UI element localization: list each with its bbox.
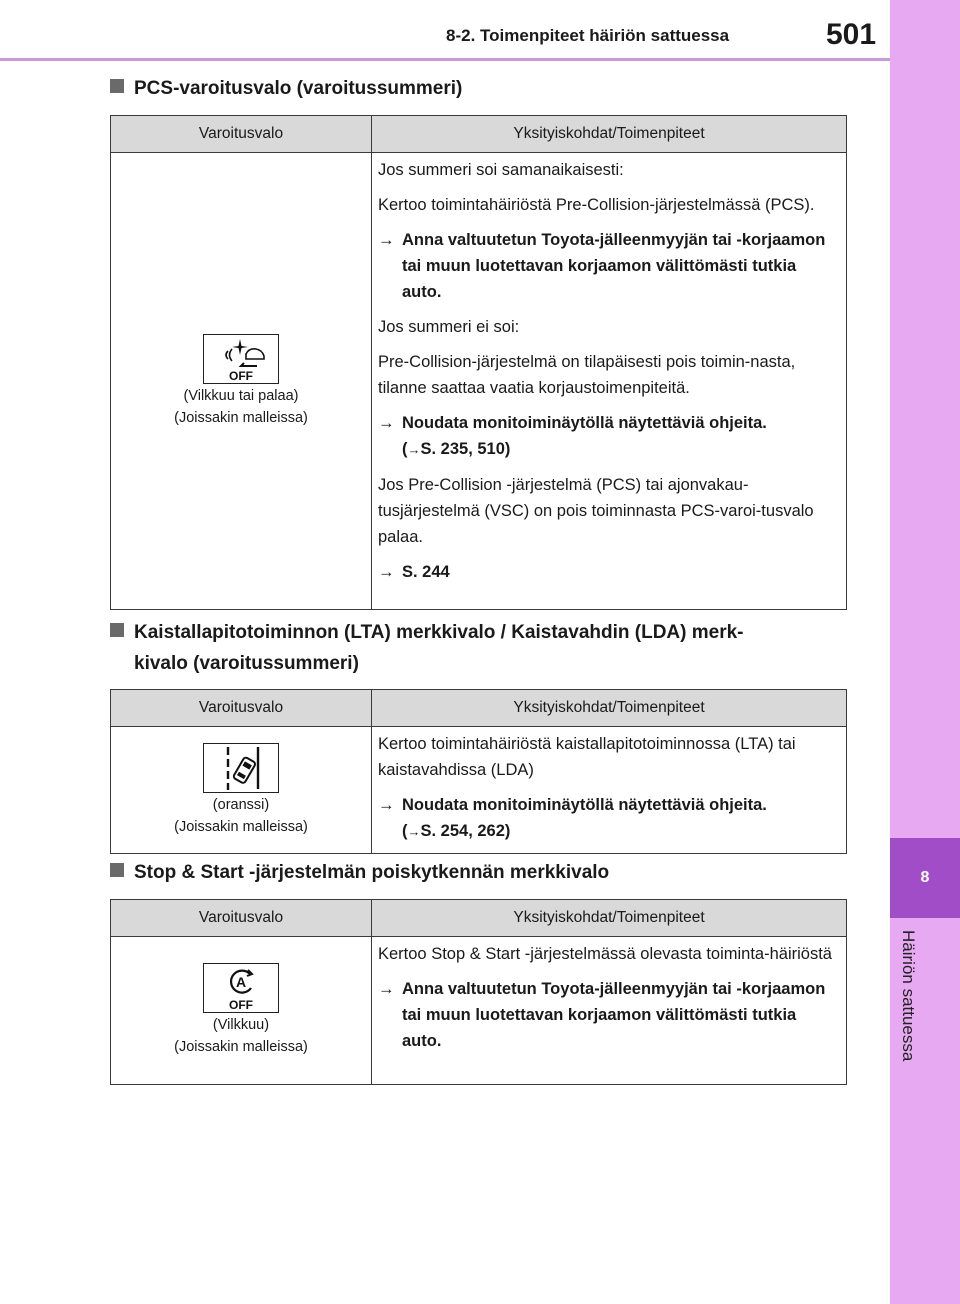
warning-table-pcs xyxy=(110,115,847,610)
arrow-icon: → xyxy=(378,563,395,581)
detail-text: Jos summeri ei soi: xyxy=(378,318,520,336)
action-text: Anna valtuutetun Toyota-jälleenmyyjän tai -korjaamon tai muun luotettavan korjaamon välittömästi tutkia auto. xyxy=(402,231,826,301)
stop-start-off-icon xyxy=(203,963,279,1013)
table-row xyxy=(111,937,847,1085)
page-reference-link[interactable]: S. 244 xyxy=(402,563,450,581)
warning-light-cell xyxy=(111,937,372,1085)
table-row xyxy=(111,153,847,610)
action-item xyxy=(378,559,838,585)
bullet-square-icon xyxy=(110,863,124,877)
action-item xyxy=(378,976,838,1054)
action-text: Anna valtuutetun Toyota-jälleenmyyjän tai -korjaamon tai muun luotettavan korjaamon välittömästi tutkia auto. xyxy=(402,980,826,1050)
off-label: OFF xyxy=(229,998,253,1012)
col-header-details: Yksityiskohdat/Toimenpiteet xyxy=(372,116,847,153)
warning-table-stop-start xyxy=(110,899,847,1085)
section-heading-lta xyxy=(110,617,850,679)
action-text xyxy=(402,792,767,845)
ref-arrow-icon: → xyxy=(407,442,421,457)
action-item xyxy=(378,410,838,463)
section-heading-stop-start xyxy=(110,857,850,888)
icon-caption: (Vilkkuu) xyxy=(212,1017,270,1033)
arrow-icon: → xyxy=(378,414,395,432)
table-row xyxy=(111,727,847,854)
icon-caption-models: (Joissakin malleissa) xyxy=(174,818,308,835)
page-number: 501 xyxy=(826,18,877,51)
icon-caption: (Vilkkuu tai palaa) xyxy=(183,387,299,404)
table-header-row xyxy=(111,900,847,937)
chapter-title: 8-2. Toimenpiteet häiriön sattuessa xyxy=(446,26,730,45)
col-header-light: Varoitusvalo xyxy=(111,690,372,727)
section-heading-text: Kaistallapitotoiminnon (LTA) merkkivalo / Kaistavahdin (LDA) merk- xyxy=(134,622,744,643)
page-reference-link[interactable]: S. 235, 510) xyxy=(420,440,511,458)
col-header-details: Yksityiskohdat/Toimenpiteet xyxy=(372,690,847,727)
arrow-icon: → xyxy=(378,796,395,814)
col-header-light: Varoitusvalo xyxy=(111,900,372,937)
header-divider xyxy=(0,58,890,61)
icon-caption-models: (Joissakin malleissa) xyxy=(174,1039,308,1055)
table-header-row xyxy=(111,690,847,727)
icon-caption-models: (Joissakin malleissa) xyxy=(174,409,308,426)
ref-open: ( xyxy=(402,822,408,840)
lane-departure-icon xyxy=(203,743,279,793)
side-tab-label: Häiriön sattuessa xyxy=(899,930,918,1062)
section-heading-text: PCS-varoitusvalo (varoitussummeri) xyxy=(134,78,463,99)
detail-text: Kertoo toimintahäiriöstä kaistallapitotoiminnossa (LTA) tai kaistavahdissa (LDA) xyxy=(378,735,796,779)
action-text-main: Noudata monitoiminäytöllä näytettäviä ohjeita. xyxy=(402,796,767,814)
section-heading-pcs xyxy=(110,73,850,104)
arrow-icon: → xyxy=(378,980,395,998)
action-item xyxy=(378,227,838,305)
action-item xyxy=(378,792,838,845)
detail-text: Jos Pre-Collision -järjestelmä (PCS) tai ajonvakau-tusjärjestelmä (VSC) on pois toiminnasta PCS-varoi-tusvalo palaa. xyxy=(378,476,814,546)
detail-text: Pre-Collision-järjestelmä on tilapäisesti pois toimin-nasta, tilanne saattaa vaatia korjaustoimenpiteitä. xyxy=(378,353,796,397)
bullet-square-icon xyxy=(110,79,124,93)
page-reference-link[interactable]: S. 254, 262) xyxy=(420,822,511,840)
section-heading-text: Stop & Start -järjestelmän poiskytkennän merkkivalo xyxy=(134,862,610,883)
detail-text: Jos summeri soi samanaikaisesti: xyxy=(378,161,624,179)
off-label: OFF xyxy=(229,368,253,383)
side-tab-number[interactable]: 8 xyxy=(890,838,960,918)
a-label: A xyxy=(235,974,247,990)
pcs-off-icon xyxy=(203,334,279,384)
col-header-light: Varoitusvalo xyxy=(111,116,372,153)
details-cell xyxy=(372,727,847,854)
ref-arrow-icon: → xyxy=(407,824,421,839)
action-text xyxy=(402,410,767,463)
detail-text: Kertoo Stop & Start -järjestelmässä olevasta toiminta-häiriöstä xyxy=(378,945,832,963)
bullet-square-icon xyxy=(110,623,124,637)
details-cell xyxy=(372,937,847,1085)
arrow-icon: → xyxy=(378,231,395,249)
warning-light-cell xyxy=(111,727,372,854)
col-header-details: Yksityiskohdat/Toimenpiteet xyxy=(372,900,847,937)
detail-text: Kertoo toimintahäiriöstä Pre-Collision-järjestelmässä (PCS). xyxy=(378,196,815,214)
action-text-main: Noudata monitoiminäytöllä näytettäviä ohjeita. xyxy=(402,414,767,432)
ref-open: ( xyxy=(402,440,408,458)
warning-light-cell xyxy=(111,153,372,610)
icon-caption: (oranssi) xyxy=(212,796,270,813)
section-heading-text-cont: kivalo (varoitussummeri) xyxy=(134,653,359,674)
warning-table-lta xyxy=(110,689,847,854)
table-header-row xyxy=(111,116,847,153)
details-cell xyxy=(372,153,847,610)
